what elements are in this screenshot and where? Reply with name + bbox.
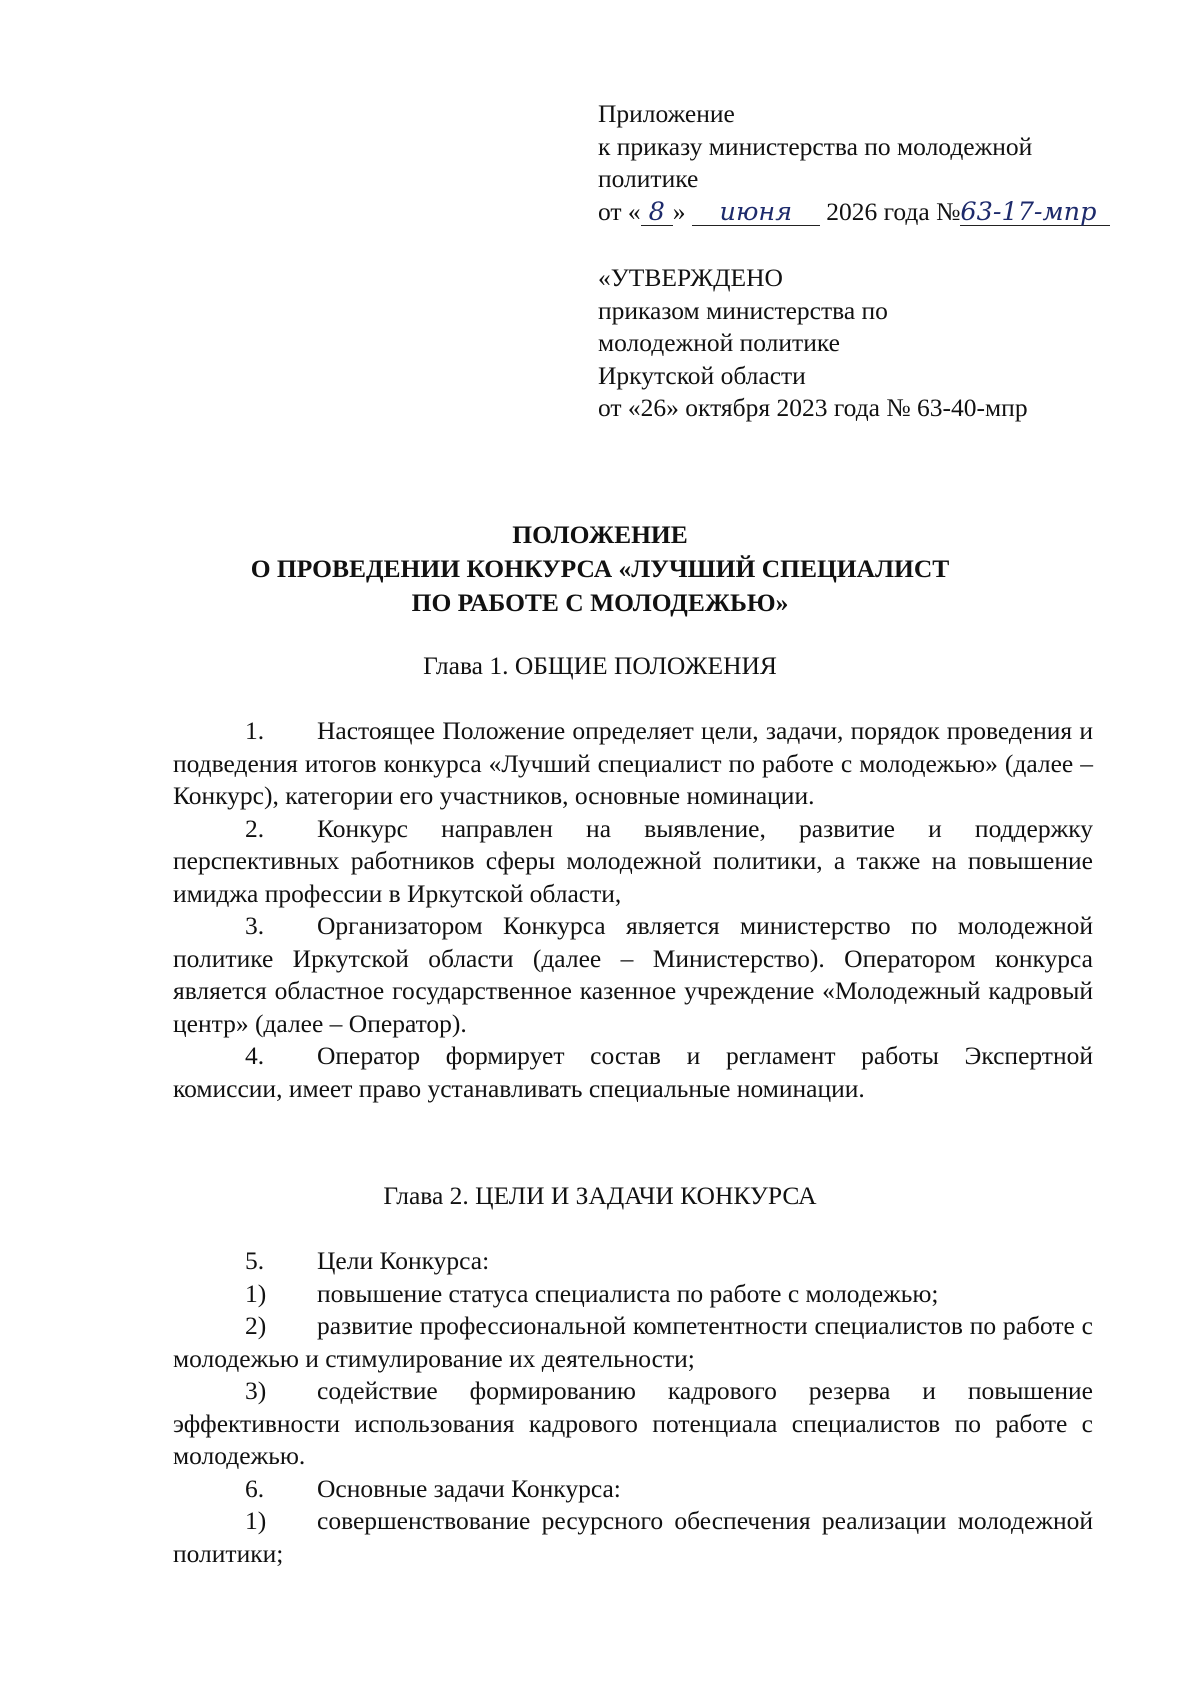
document-title <box>0 518 1200 620</box>
paragraph-number: 3) <box>245 1376 267 1405</box>
paragraph-number: 1) <box>245 1506 267 1535</box>
task-item-1 <box>173 1505 1093 1570</box>
date-day-handwritten: 8 <box>641 199 673 226</box>
paragraph-text: развитие профессиональной компетентности специалистов по работе с молодежью и стимулирование их деятельности; <box>173 1311 1093 1373</box>
paragraph-6 <box>173 1473 1093 1506</box>
paragraph-4 <box>173 1040 1093 1105</box>
paragraph-text: Организатором Конкурса является министерство по молодежной политике Иркутской области (далее – Министерство). Оператором конкурса является областное государственное казенное учреждение «Молодежный кадровый центр» (далее – Оператор). <box>173 911 1093 1038</box>
paragraph-2 <box>173 813 1093 911</box>
paragraph-text: содействие формированию кадрового резерва и повышение эффективности использования кадрового потенциала специалистов по работе с молодежью. <box>173 1376 1093 1470</box>
paragraph-number: 4. <box>245 1041 265 1070</box>
appendix-line-2: к приказу министерства по молодежной <box>598 131 1033 161</box>
approved-block <box>598 262 1158 425</box>
approved-line-2: приказом министерства по <box>598 295 888 325</box>
chapter-2-body <box>173 1245 1093 1570</box>
paragraph-text: Цели Конкурса: <box>317 1246 490 1275</box>
approved-line-3: молодежной политике <box>598 328 840 357</box>
appendix-line-3: политике <box>598 164 699 193</box>
paragraph-text: Конкурс направлен на выявление, развитие и поддержку перспективных работников сферы молодежной политики, а также на повышение имиджа профессии в Иркутской области, <box>173 813 1093 908</box>
goal-item-3 <box>173 1375 1093 1473</box>
paragraph-number: 5. <box>245 1246 265 1275</box>
date-month-handwritten: июня <box>692 199 820 226</box>
appendix-header <box>598 98 1158 228</box>
paragraph-text: повышение статуса специалиста по работе с молодежью; <box>317 1278 939 1308</box>
paragraph-text: совершенствование ресурсного обеспечения реализации молодежной политики; <box>173 1506 1093 1568</box>
approved-line-1: «УТВЕРЖДЕНО <box>598 263 783 292</box>
paragraph-number: 6. <box>245 1473 265 1503</box>
paragraph-text: Оператор формирует состав и регламент работы Экспертной комиссии, имеет право устанавливать специальные номинации. <box>173 1041 1093 1103</box>
paragraph-number: 1) <box>245 1278 267 1308</box>
title-line-1: ПОЛОЖЕНИЕ <box>512 520 688 549</box>
appendix-date-line <box>598 196 1158 229</box>
paragraph-number: 2. <box>245 813 265 843</box>
paragraph-number: 3. <box>245 911 265 940</box>
chapter-1-body <box>173 715 1093 1105</box>
paragraph-3 <box>173 910 1093 1040</box>
paragraph-number: 1. <box>245 716 265 745</box>
order-number-handwritten: 63-17-мпр <box>960 199 1110 226</box>
approved-line-5: от «26» октября 2023 года № 63-40-мпр <box>598 393 1028 422</box>
date-prefix: от « <box>598 196 641 226</box>
chapter-2-heading: Глава 2. ЦЕЛИ И ЗАДАЧИ КОНКУРСА <box>383 1181 817 1210</box>
title-line-2: О ПРОВЕДЕНИИ КОНКУРСА «ЛУЧШИЙ СПЕЦИАЛИСТ <box>250 554 950 583</box>
goal-item-1 <box>173 1278 1093 1311</box>
paragraph-1 <box>173 715 1093 813</box>
goal-item-2 <box>173 1310 1093 1375</box>
paragraph-text: Настоящее Положение определяет цели, задачи, порядок проведения и подведения итогов конкурса «Лучший специалист по работе с молодежью» (далее – Конкурс), категории его участников, основные номинации. <box>173 716 1093 810</box>
date-year: 2026 года № <box>826 196 961 226</box>
appendix-line-1: Приложение <box>598 99 735 128</box>
approved-line-4: Иркутской области <box>598 360 806 390</box>
date-mid: » <box>672 196 686 226</box>
paragraph-text: Основные задачи Конкурса: <box>317 1473 621 1503</box>
title-line-3: ПО РАБОТЕ С МОЛОДЕЖЬЮ» <box>411 588 789 617</box>
paragraph-number: 2) <box>245 1311 267 1340</box>
chapter-1-heading: Глава 1. ОБЩИЕ ПОЛОЖЕНИЯ <box>423 651 777 680</box>
paragraph-5 <box>173 1245 1093 1278</box>
